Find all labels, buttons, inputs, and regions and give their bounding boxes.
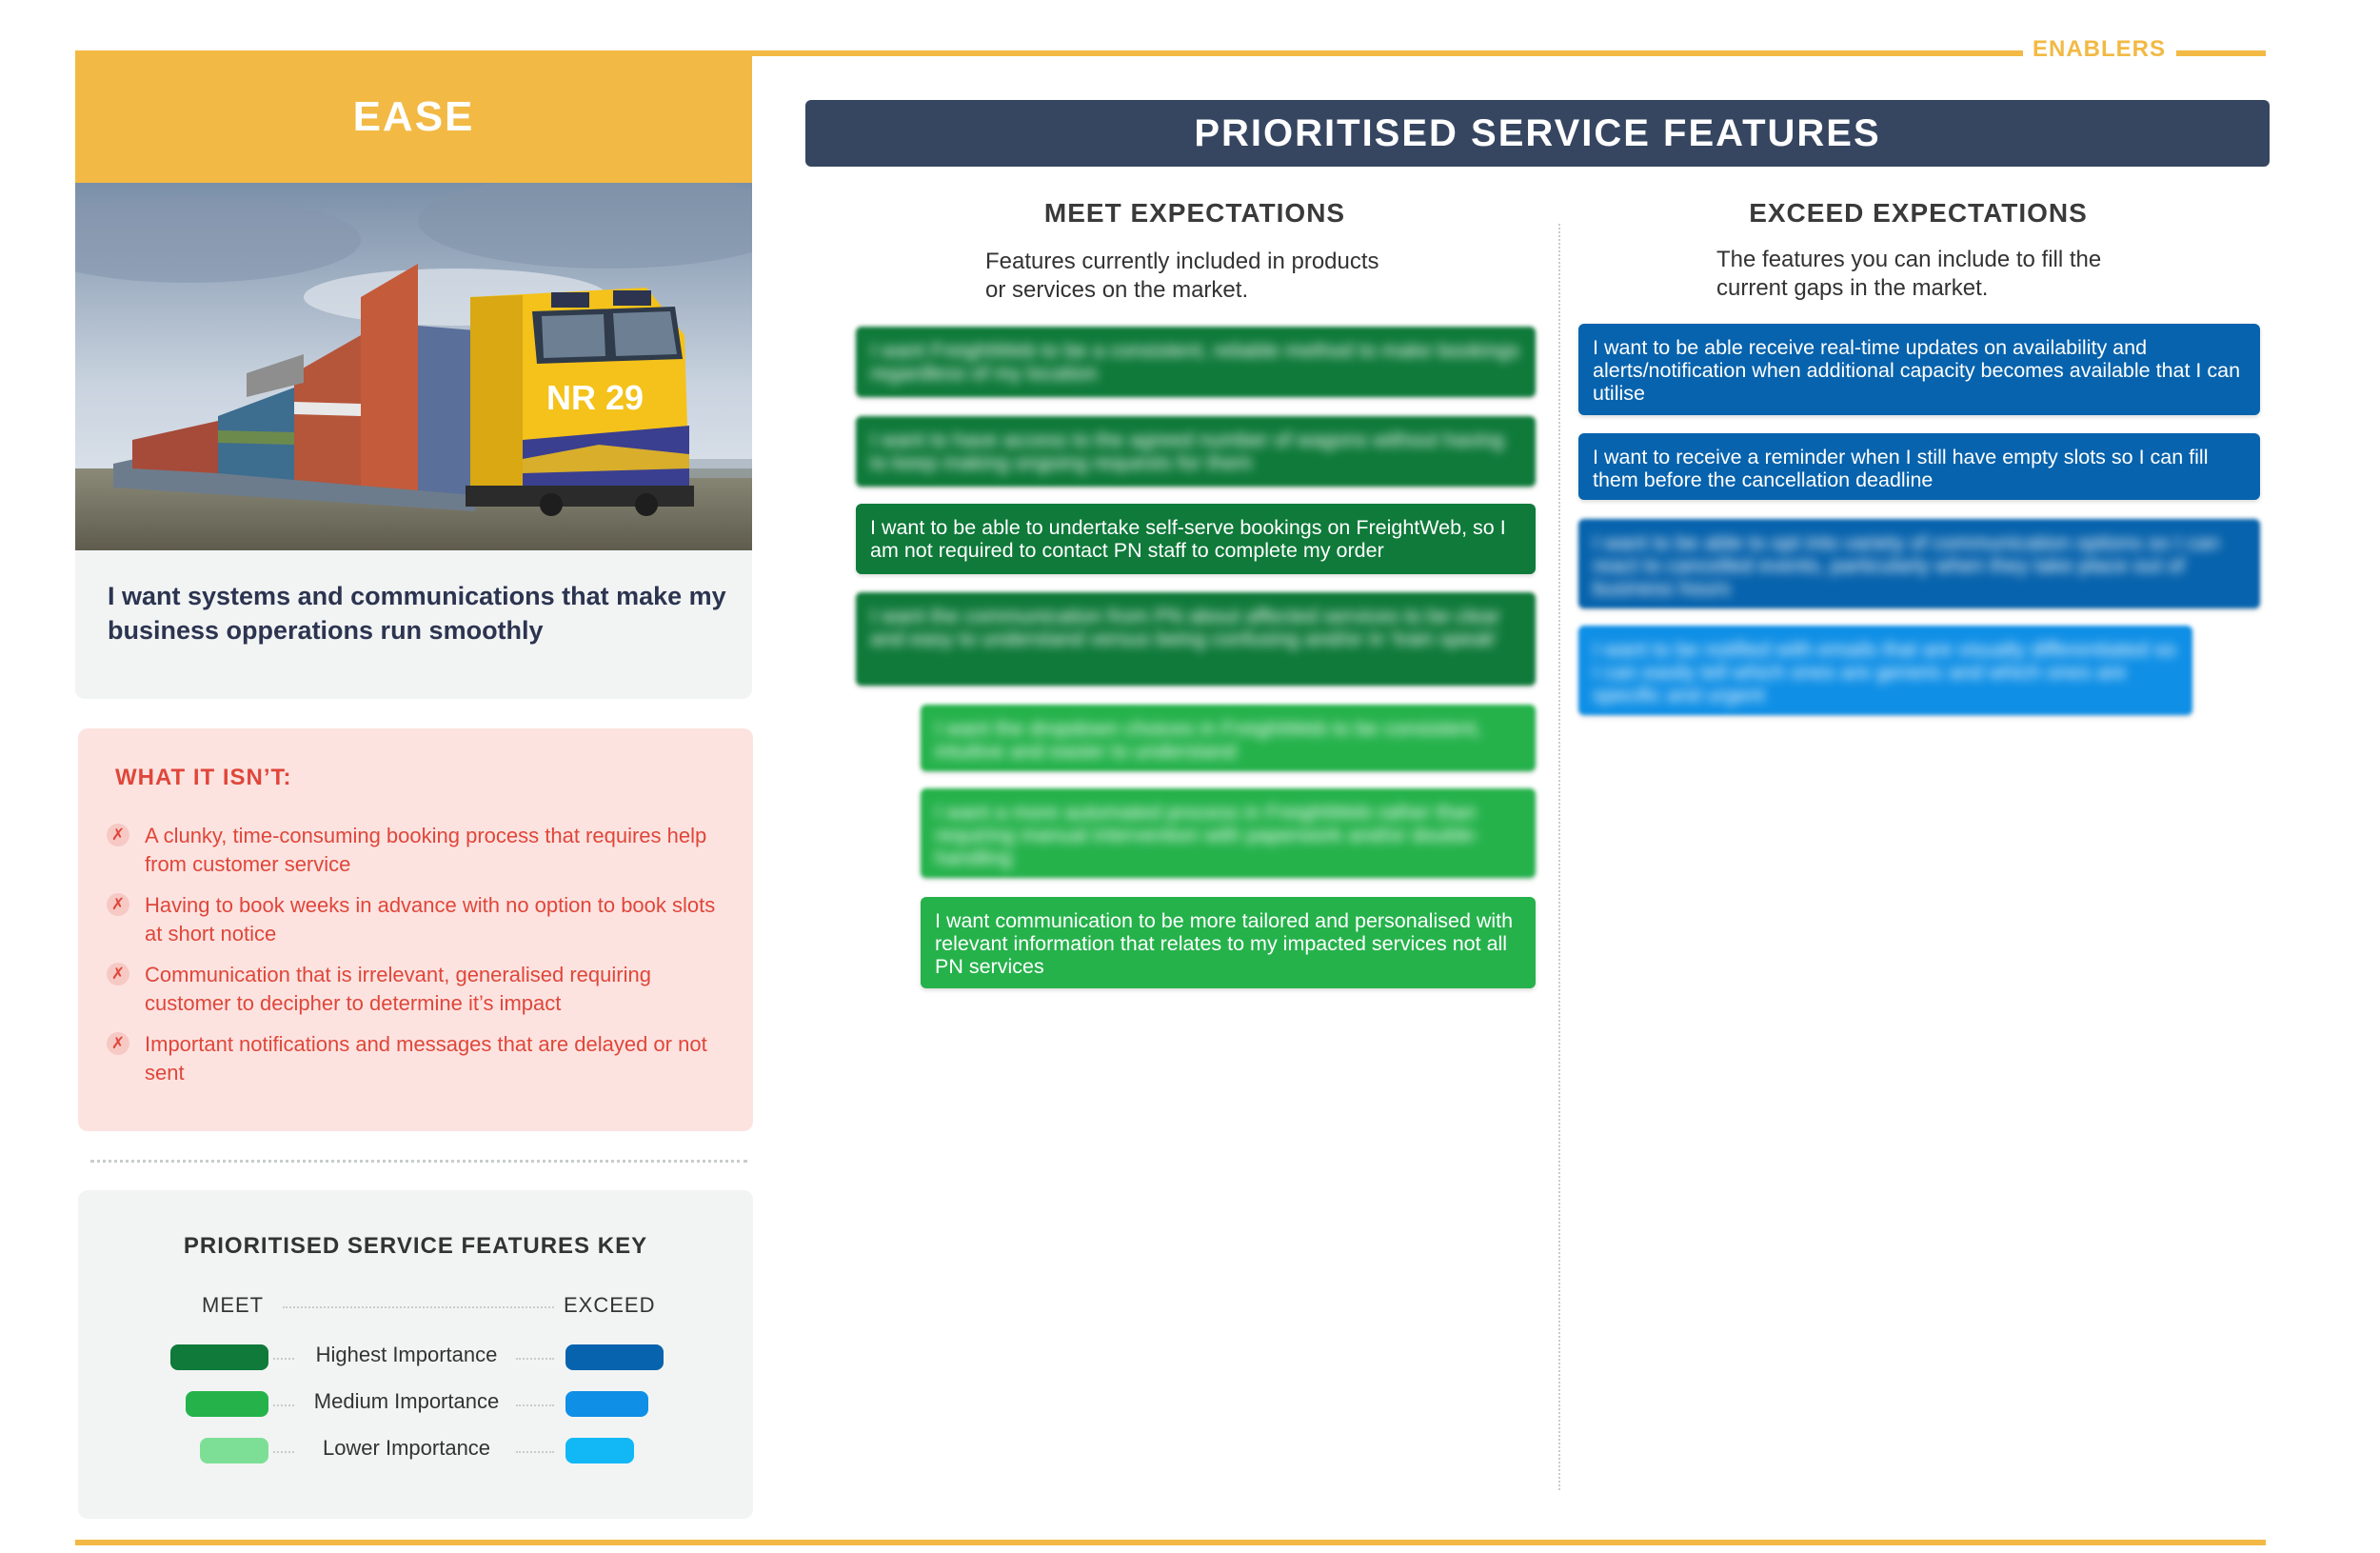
list-item: ✗ Having to book weeks in advance with no option to book slots at short notice bbox=[107, 891, 716, 948]
exceed-expectations-title: EXCEED EXPECTATIONS bbox=[1749, 198, 2088, 228]
top-rule-right bbox=[2176, 50, 2266, 56]
what-it-isnt-list bbox=[107, 822, 716, 1100]
key-swatch-exceed-highest bbox=[565, 1344, 664, 1370]
meet-feature-card: I want communication to be more tailored and personalised with relevant information that relates to my impacted services not all PN services bbox=[921, 897, 1536, 988]
cross-icon: ✗ bbox=[107, 1032, 129, 1055]
list-item: ✗ Communication that is irrelevant, generalised requiring customer to decipher to determine it’s impact bbox=[107, 961, 716, 1018]
key-dotline bbox=[516, 1358, 554, 1360]
bottom-rule bbox=[75, 1540, 2266, 1545]
meet-feature-card: I want FreightWeb to be a consistent, reliable method to make bookings regardless of my location bbox=[856, 327, 1536, 397]
key-swatch-meet-lower bbox=[200, 1438, 268, 1463]
key-dotline bbox=[516, 1404, 554, 1406]
features-key-card bbox=[78, 1190, 753, 1519]
key-swatch-meet-highest bbox=[170, 1344, 268, 1370]
key-dotline bbox=[516, 1451, 554, 1453]
key-dotline bbox=[273, 1358, 294, 1360]
features-banner: PRIORITISED SERVICE FEATURES bbox=[805, 100, 2270, 167]
key-label-lower: Lower Importance bbox=[322, 1436, 491, 1460]
key-header-dotline bbox=[283, 1306, 554, 1308]
what-it-isnt-card bbox=[78, 728, 753, 1131]
key-label-highest: Highest Importance bbox=[315, 1343, 498, 1366]
exceed-feature-card: I want to be able to opt into variety of communication options so I can react to cancelled events, particularly when they take place out of business hours bbox=[1578, 519, 2260, 608]
dotted-separator bbox=[90, 1160, 747, 1163]
key-exceed-label: EXCEED bbox=[564, 1293, 656, 1317]
meet-feature-card: I want to be able to undertake self-serve bookings on FreightWeb, so I am not required to contact PN staff to complete my order bbox=[856, 504, 1536, 574]
exceed-feature-card: I want to be notified with emails that are visually differentiated so I can easily tell which ones are generic and which ones are specific and urgent bbox=[1578, 626, 2192, 715]
meet-feature-card: I want the dropdown choices in FreightWeb to be consistent, intuitive and easier to understand bbox=[921, 705, 1536, 771]
exceed-feature-card: I want to be able receive real-time updates on availability and alerts/notification when additional capacity becomes available that I can utilise bbox=[1578, 324, 2260, 415]
key-label-medium: Medium Importance bbox=[313, 1389, 500, 1413]
key-swatch-exceed-lower bbox=[565, 1438, 634, 1463]
key-dotline bbox=[273, 1404, 294, 1406]
meet-feature-card: I want the communication from PN about affected services to be clear and easy to understand versus being confusing and/or in 'train speak' bbox=[856, 592, 1536, 686]
meet-expectations-title: MEET EXPECTATIONS bbox=[1043, 198, 1346, 228]
key-dotline bbox=[273, 1451, 294, 1453]
statement-text: I want systems and communications that make my business opperations run smoothly bbox=[108, 582, 726, 645]
meet-feature-card: I want to have access to the agreed number of wagons without having to keep making ongoing requests for them bbox=[856, 416, 1536, 487]
key-meet-label: MEET bbox=[202, 1293, 265, 1317]
ease-title: EASE bbox=[75, 51, 752, 183]
cross-icon: ✗ bbox=[107, 824, 129, 846]
exceed-feature-card: I want to receive a reminder when I still have empty slots so I can fill them before the cancellation deadline bbox=[1578, 433, 2260, 500]
column-divider bbox=[1558, 224, 1560, 1490]
key-swatch-meet-medium bbox=[186, 1391, 268, 1417]
section-label: ENABLERS bbox=[2032, 36, 2166, 62]
exceed-expectations-subtitle: The features you can include to fill the current gaps in the market. bbox=[1716, 247, 2102, 301]
key-title: PRIORITISED SERVICE FEATURES KEY bbox=[183, 1233, 648, 1259]
cross-icon: ✗ bbox=[107, 963, 129, 986]
list-item: ✗ A clunky, time-consuming booking process that requires help from customer service bbox=[107, 822, 716, 879]
cross-icon: ✗ bbox=[107, 893, 129, 916]
what-it-isnt-title: WHAT IT ISN’T: bbox=[115, 765, 292, 790]
meet-feature-card: I want a more automated process in FreightWeb rather than requiring manual intervention with paperwork and/or double-handling bbox=[921, 788, 1536, 878]
locomotive-badge: NR 29 bbox=[545, 378, 645, 417]
meet-expectations-subtitle: Features currently included in products or services on the market. bbox=[985, 249, 1379, 303]
freight-train-photo bbox=[75, 183, 752, 550]
statement-card bbox=[75, 550, 752, 699]
list-item: ✗ Important notifications and messages that are delayed or not sent bbox=[107, 1030, 716, 1087]
key-swatch-exceed-medium bbox=[565, 1391, 648, 1417]
